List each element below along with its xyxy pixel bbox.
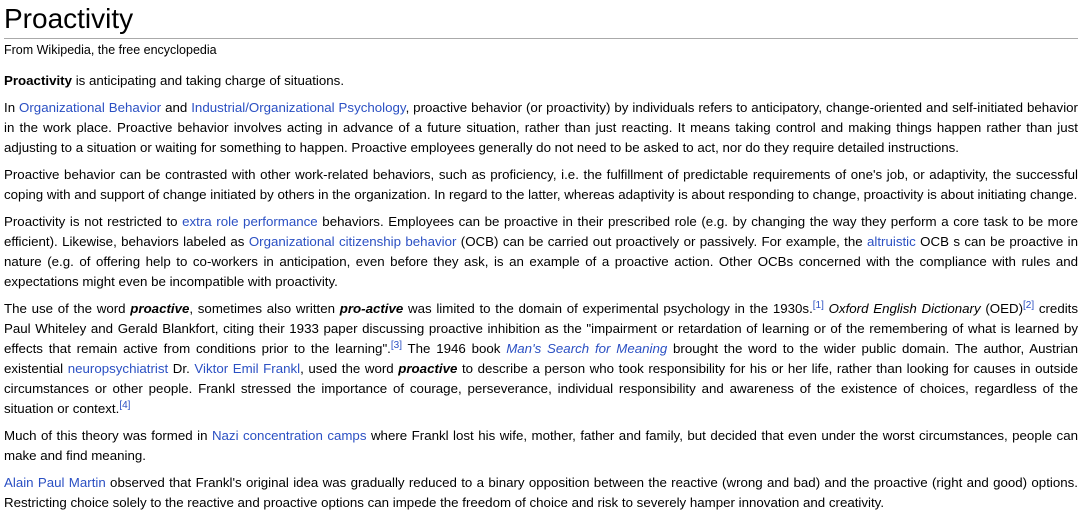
wiki-link[interactable]: Organizational citizenship behavior xyxy=(248,233,457,249)
reference-link[interactable]: [4] xyxy=(119,399,131,411)
text-run: and xyxy=(161,99,192,115)
article-paragraph xyxy=(4,98,1078,158)
text-run: Proactivity is not restricted to xyxy=(4,213,183,229)
text-run: was limited to the domain of experimental psychology in the 1930s. xyxy=(403,300,813,316)
text-run: observed that Frankl's original idea was gradually reduced to a binary opposition between the reactive (wrong and bad) and the proactive (right and good) options. Restricting choice solely to the reactive and proactive options can impede the freedom of choice and risk to severely hamper innovation and creativity. xyxy=(4,474,1078,510)
wiki-link[interactable]: extra role performance xyxy=(182,213,318,229)
article-paragraph xyxy=(4,212,1078,292)
reference-link[interactable]: [2] xyxy=(1023,299,1035,311)
reference-link[interactable]: [1] xyxy=(812,299,824,311)
article-paragraph xyxy=(4,71,1078,91)
text-run: credits Paul Whiteley and Gerald Blankfort, citing their 1933 paper discussing proactive inhibition as the "impairment or retardation of learning or of the remembering of what is learned by effects that remain active from conditions prior to the learning". xyxy=(4,300,1079,356)
text-run: where Frankl lost his wife, mother, father and family, but decided that even under the worst circumstances, people can make and find meaning. xyxy=(4,427,1078,463)
wiki-link[interactable]: Organizational Behavior xyxy=(19,99,162,115)
text-run: , proactive behavior (or proactivity) by individuals refers to anticipatory, change-oriented and self-initiated behavior in the work place. Proactive behavior involves acting in advance of a future situation, rather than just reacting. It means taking control and making things happen rather than just adjusting to a situation or waiting for something to happen. Proactive employees generally do not need to be asked to act, nor do they require detailed instructions. xyxy=(4,99,1078,155)
wiki-link[interactable]: Industrial/Organizational Psychology xyxy=(191,99,406,115)
article-paragraph xyxy=(4,426,1078,466)
wiki-link[interactable]: neuropsychiatrist xyxy=(67,360,169,376)
text-run: OCB s can be proactive in nature (e.g. of offering help to co-workers in anticipation, even before they ask, is an example of a proactive action. Other OCBs concerned with the compliance with rules and expectations might even be incompatible with proactivity. xyxy=(4,233,1078,289)
text-run: is anticipating and taking charge of situations. xyxy=(72,72,345,88)
wiki-link[interactable]: Man's Search for Meaning xyxy=(506,340,668,356)
wiki-link[interactable]: Viktor Emil Frankl xyxy=(194,360,301,376)
text-run: to describe a person who took responsibility for his or her life, rather than looking for causes in outside circumstances or other people. Frankl stressed the importance of courage, perseverance, individual responsibility and awareness of the existence of choices, regardless of the situation or context. xyxy=(4,360,1079,416)
text-run: Oxford English Dictionary xyxy=(828,300,981,316)
page-title: Proactivity xyxy=(4,3,1078,39)
text-run: proactive xyxy=(130,300,190,316)
wiki-link[interactable]: altruistic xyxy=(867,233,916,249)
wiki-link[interactable]: Alain Paul Martin xyxy=(4,474,106,490)
text-run: brought the word to the wider public domain. The author, Austrian existential xyxy=(4,340,1078,376)
text-run: The 1946 book xyxy=(402,340,507,356)
text-run: Proactivity xyxy=(4,72,72,88)
text-run: proactive xyxy=(398,360,458,376)
text-run: Dr. xyxy=(168,360,195,376)
text-run: behaviors. Employees can be proactive in their prescribed role (e.g. by changing the way they perform a core task to be more efficient). Likewise, behaviors labeled as xyxy=(4,213,1078,249)
text-run: (OCB) can be carried out proactively or passively. For example, the xyxy=(456,233,868,249)
text-run: (OED) xyxy=(980,300,1024,316)
text-run: Much of this theory was formed in xyxy=(4,427,212,443)
article-paragraph xyxy=(4,299,1078,419)
text-run: pro-active xyxy=(339,300,404,316)
text-run: In xyxy=(4,99,20,115)
text-run: The use of the word xyxy=(4,300,131,316)
site-subtitle: From Wikipedia, the free encyclopedia xyxy=(4,42,217,57)
article-paragraph xyxy=(4,473,1078,513)
wiki-link[interactable]: Nazi concentration camps xyxy=(211,427,367,443)
text-run: Proactive behavior can be contrasted with other work-related behaviors, such as proficiency, i.e. the fulfillment of predictable requirements of one's job, or adaptivity, the successful coping with and support of change initiated by others in the organization. In regard to the latter, whereas adaptivity is about responding to change, proactivity is about initiating change. xyxy=(4,166,1078,202)
text-run: , used the word xyxy=(300,360,399,376)
article-content xyxy=(4,71,1078,513)
text-run: , sometimes also written xyxy=(189,300,340,316)
reference-link[interactable]: [3] xyxy=(390,339,402,351)
article-paragraph xyxy=(4,165,1078,205)
